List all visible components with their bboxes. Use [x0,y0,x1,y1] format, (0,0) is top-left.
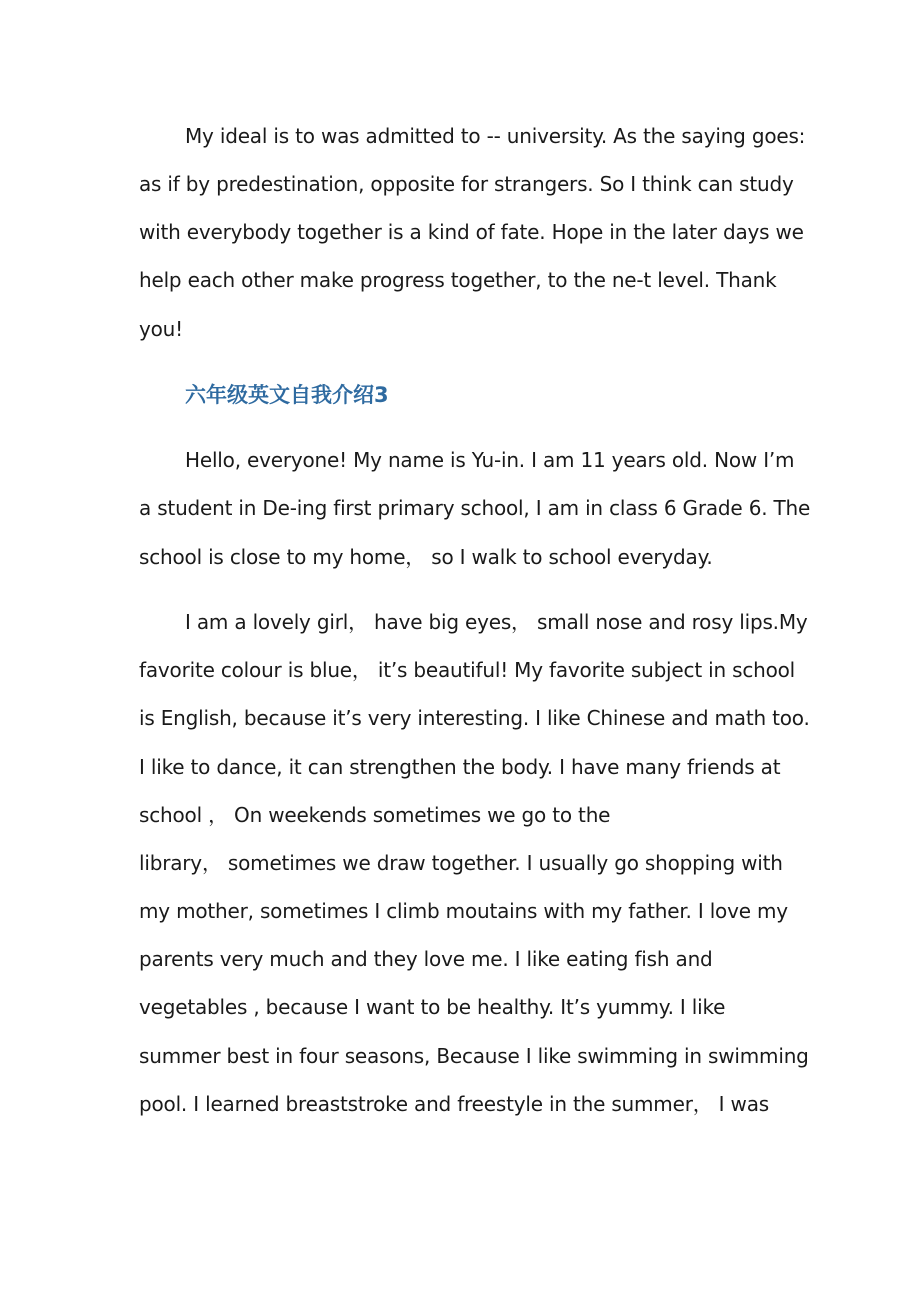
paragraph-line: as if by predestination, opposite for strangers. So I think can study [139,172,794,196]
paragraph-line: school ， On weekends sometimes we go to the [139,803,611,827]
paragraph-line: favorite colour is blue， it’s beautiful! My favorite subject in school [139,658,796,682]
paragraph-line: my mother, sometimes I climb moutains with my father. I love my [139,899,788,923]
paragraph-line: help each other make progress together, to the ne-t level. Thank [139,268,777,292]
paragraph-line: I like to dance, it can strengthen the body. I have many friends at [139,755,781,779]
paragraph-line: vegetables , because I want to be healthy. It’s yummy. I like [139,995,726,1019]
paragraph-line: a student in De-ing first primary school, I am in class 6 Grade 6. The [139,496,811,520]
paragraph-line: Hello, everyone! My name is Yu-in. I am 11 years old. Now I’m [185,448,795,472]
section-heading: 六年级英文自我介绍3 [185,383,389,407]
paragraph-line: you! [139,317,183,341]
paragraph-line: I am a lovely girl， have big eyes， small nose and rosy lips.My [185,610,808,634]
paragraph-line: school is close to my home， so I walk to school everyday. [139,545,713,569]
paragraph-line: parents very much and they love me. I like eating fish and [139,947,713,971]
paragraph-line: pool. I learned breaststroke and freestyle in the summer， I was [139,1092,769,1116]
paragraph-line: is English, because it’s very interesting. I like Chinese and math too. [139,706,810,730]
paragraph-line: summer best in four seasons, Because I like swimming in swimming [139,1044,809,1068]
paragraph-line: library， sometimes we draw together. I usually go shopping with [139,851,783,875]
paragraph-line: with everybody together is a kind of fate. Hope in the later days we [139,220,804,244]
paragraph-line: My ideal is to was admitted to -- university. As the saying goes: [185,124,806,148]
